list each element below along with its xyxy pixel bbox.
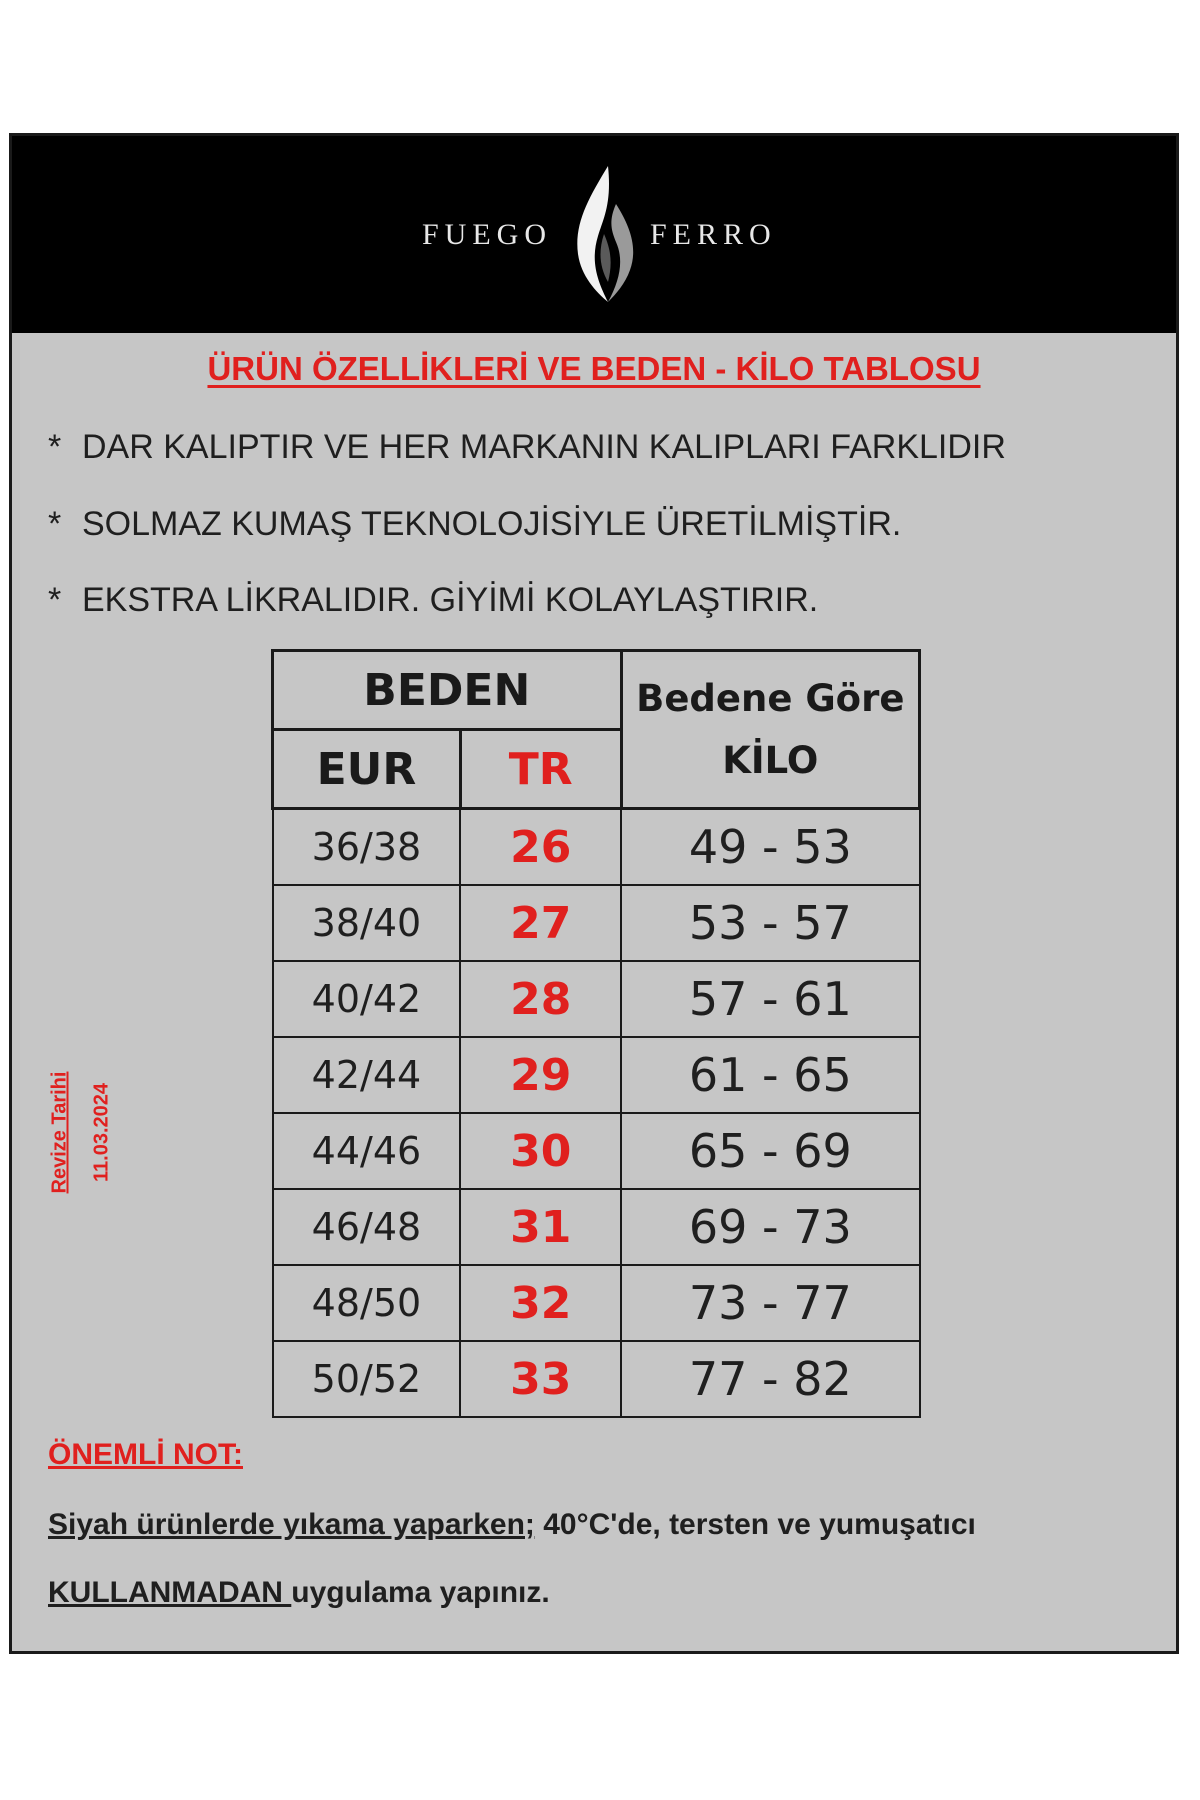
note-line-1-underlined: Siyah ürünlerde yıkama yaparken;	[48, 1508, 535, 1541]
cell-eur: 44/46	[273, 1113, 461, 1189]
note-line-2-rest: uygulama yapınız.	[291, 1576, 550, 1609]
revision-label: Revize Tarihi	[48, 1071, 71, 1194]
cell-kilo: 57 - 61	[621, 961, 919, 1037]
table-row	[273, 885, 920, 961]
feature-text: SOLMAZ KUMAŞ TEKNOLOJİSİYLE ÜRETİLMİŞTİR.	[82, 505, 902, 543]
cell-kilo: 73 - 77	[621, 1265, 919, 1341]
cell-eur: 48/50	[273, 1265, 461, 1341]
table-row	[273, 1189, 920, 1265]
note-line-1-rest: 40°C'de, tersten ve yumuşatıcı	[534, 1508, 976, 1541]
cell-eur: 42/44	[273, 1037, 461, 1113]
cell-kilo: 49 - 53	[621, 809, 919, 886]
bullet-star: *	[48, 505, 62, 543]
cell-tr: 26	[460, 809, 621, 886]
bullet-star: *	[48, 581, 62, 619]
cell-tr: 33	[460, 1341, 621, 1417]
cell-tr: 27	[460, 885, 621, 961]
feature-text: EKSTRA LİKRALIDIR. GİYİMİ KOLAYLAŞTIRIR.	[82, 581, 819, 619]
header-kilo-line1: Bedene Göre	[636, 676, 905, 720]
header-kilo-line2: KİLO	[722, 738, 819, 782]
feature-text: DAR KALIPTIR VE HER MARKANIN KALIPLARI FARKLIDIR	[82, 428, 1006, 466]
header-kilo	[621, 651, 919, 809]
header-eur: EUR	[273, 730, 461, 809]
table-row	[273, 1037, 920, 1113]
cell-kilo: 61 - 65	[621, 1037, 919, 1113]
header-tr: TR	[460, 730, 621, 809]
cell-eur: 40/42	[273, 961, 461, 1037]
cell-kilo: 69 - 73	[621, 1189, 919, 1265]
table-row	[273, 1113, 920, 1189]
cell-tr: 31	[460, 1189, 621, 1265]
cell-kilo: 77 - 82	[621, 1341, 919, 1417]
cell-kilo: 65 - 69	[621, 1113, 919, 1189]
note-line-2-underlined: KULLANMADAN	[48, 1576, 292, 1609]
cell-eur: 36/38	[273, 809, 461, 886]
flame-logo-icon	[568, 164, 642, 304]
cell-eur: 38/40	[273, 885, 461, 961]
note-title: ÖNEMLİ NOT:	[48, 1438, 243, 1471]
header-beden: BEDEN	[273, 651, 622, 730]
table-row	[273, 1341, 920, 1417]
cell-eur: 46/48	[273, 1189, 461, 1265]
cell-tr: 28	[460, 961, 621, 1037]
cell-tr: 29	[460, 1037, 621, 1113]
cell-eur: 50/52	[273, 1341, 461, 1417]
revision-stamp	[30, 1061, 130, 1221]
cell-kilo: 53 - 57	[621, 885, 919, 961]
table-row	[273, 961, 920, 1037]
size-chart-card	[9, 133, 1179, 1654]
brand-name-left: FUEGO	[422, 218, 553, 251]
cell-tr: 32	[460, 1265, 621, 1341]
size-weight-table	[271, 649, 921, 1418]
bullet-star: *	[48, 428, 62, 466]
cell-tr: 30	[460, 1113, 621, 1189]
page-title: ÜRÜN ÖZELLİKLERİ VE BEDEN - KİLO TABLOSU	[207, 350, 981, 387]
feature-item	[48, 428, 1006, 467]
table-row	[273, 809, 920, 886]
brand-header	[12, 136, 1176, 333]
table-row	[273, 1265, 920, 1341]
revision-date: 11.03.2024	[90, 1083, 113, 1182]
note-line-2	[48, 1576, 550, 1610]
feature-item	[48, 581, 818, 620]
brand-name-right: FERRO	[650, 218, 777, 251]
note-line-1	[48, 1508, 976, 1542]
feature-item	[48, 505, 901, 544]
